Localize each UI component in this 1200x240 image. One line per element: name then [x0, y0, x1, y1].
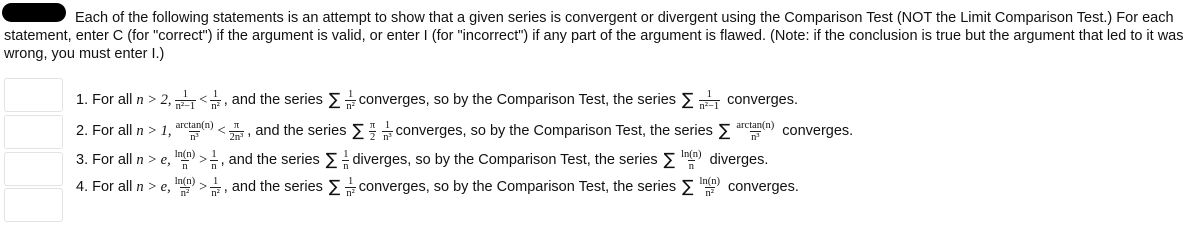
comparison-series-numerator: 1: [347, 88, 354, 100]
sigma-symbol: ∑: [718, 121, 731, 141]
comparison-series: [345, 89, 355, 112]
answer-input-3[interactable]: [4, 152, 63, 186]
lhs-fraction: [174, 176, 196, 199]
sigma-symbol: ∑: [682, 177, 694, 197]
rhs-fraction: [210, 89, 220, 112]
inequality-sign: <: [199, 91, 208, 108]
rhs-fraction: [229, 120, 245, 143]
rhs-fraction-numerator: 1: [212, 88, 219, 100]
comparison-series-denominator: n²: [346, 100, 355, 112]
statement-lead: For all: [92, 92, 133, 108]
target-series-numerator: arctan(n): [736, 119, 775, 131]
statement-2: [76, 116, 853, 146]
rhs-fraction-numerator: π: [233, 119, 240, 131]
statement-lead: For all: [92, 123, 133, 139]
lhs-fraction-denominator: n²−1: [175, 100, 196, 112]
condition: n > e,: [136, 151, 171, 168]
statement-lead: For all: [92, 152, 133, 168]
rhs-fraction-numerator: 1: [212, 175, 219, 187]
series-intro: , and the series: [223, 92, 323, 108]
comparison-series-numerator: 1: [343, 148, 349, 160]
comparison-result: diverges, so by the Comparison Test, the series: [352, 152, 658, 168]
statement-4: [76, 172, 799, 202]
series-intro: , and the series: [220, 152, 320, 168]
lhs-fraction-numerator: ln(n): [174, 148, 196, 160]
comparison-series-denominator: n²: [346, 187, 355, 199]
comparison-series-numerator: 1: [384, 119, 391, 131]
condition: n > 2,: [136, 91, 172, 108]
inequality-sign: >: [199, 178, 208, 195]
sigma-symbol: ∑: [352, 121, 364, 141]
statement-number: 2.: [76, 123, 89, 139]
comparison-series: [345, 176, 355, 199]
target-series: [680, 149, 702, 172]
answer-input-4[interactable]: [4, 188, 63, 222]
lhs-fraction-numerator: 1: [182, 88, 188, 100]
target-series-denominator: n³: [751, 131, 760, 143]
answer-input-1[interactable]: [4, 78, 63, 112]
sigma-symbol: ∑: [682, 90, 694, 110]
statement-number: 4.: [76, 179, 89, 195]
target-series-numerator: 1: [706, 88, 712, 100]
series-intro: , and the series: [247, 123, 347, 139]
series-coefficient-denominator: 2: [369, 131, 376, 143]
condition: n > 1,: [136, 122, 172, 139]
sigma-symbol: ∑: [328, 90, 341, 110]
inequality-sign: <: [217, 122, 226, 139]
sigma-symbol: ∑: [328, 177, 341, 197]
comparison-series-denominator: n³: [383, 131, 392, 143]
series-coefficient-numerator: π: [369, 119, 376, 131]
statement-1: [76, 85, 798, 115]
conclusion: converges.: [782, 123, 854, 139]
comparison-series-denominator: n: [343, 160, 349, 172]
conclusion: diverges.: [709, 152, 769, 168]
statement-number: 3.: [76, 152, 89, 168]
conclusion: converges.: [727, 92, 799, 108]
comparison-series: [382, 120, 392, 143]
rhs-fraction-denominator: n²: [211, 187, 220, 199]
target-series: [699, 176, 721, 199]
rhs-fraction-numerator: 1: [211, 148, 217, 160]
comparison-series: [342, 149, 349, 172]
statement-3: [76, 145, 768, 175]
target-series: [699, 89, 721, 112]
target-series-denominator: n: [688, 160, 694, 172]
comparison-series-numerator: 1: [347, 175, 354, 187]
lhs-fraction: [175, 89, 197, 112]
statement-lead: For all: [92, 179, 133, 195]
lhs-fraction-denominator: n³: [190, 131, 199, 143]
rhs-fraction-denominator: 2n³: [229, 131, 244, 143]
statement-number: 1.: [76, 92, 89, 108]
answer-input-2[interactable]: [4, 115, 63, 149]
instructions-text: Each of the following statements is an attempt to show that a given series is convergent or divergent using the Comparison Test (NOT the Limit Comparison Test.) For each statement, enter C (for "correct") if the argument is valid, or enter I (for "incorrect") if any part of the argument is flawed. (Note: if the conclusion is true but the argument that led to it was wrong, you must enter I.): [4, 10, 1184, 62]
lhs-fraction: [175, 120, 215, 143]
lhs-fraction-denominator: n²: [180, 187, 190, 199]
target-series-denominator: n²: [705, 187, 714, 199]
rhs-fraction-denominator: n: [211, 160, 217, 172]
series-intro: , and the series: [223, 179, 323, 195]
lhs-fraction: [174, 149, 196, 172]
lhs-fraction-denominator: n: [182, 160, 188, 172]
target-series: [735, 120, 775, 143]
target-series-numerator: ln(n): [681, 148, 702, 160]
series-coefficient: [369, 120, 376, 143]
conclusion: converges.: [727, 179, 799, 195]
sigma-symbol: ∑: [663, 150, 676, 170]
inequality-sign: >: [199, 151, 208, 168]
comparison-result: converges, so by the Comparison Test, the series: [358, 179, 677, 195]
rhs-fraction-denominator: n²: [211, 100, 220, 112]
lhs-fraction-numerator: arctan(n): [175, 119, 214, 131]
comparison-result: converges, so by the Comparison Test, the series: [395, 123, 713, 139]
sigma-symbol: ∑: [325, 150, 338, 170]
rhs-fraction: [210, 176, 220, 199]
comparison-result: converges, so by the Comparison Test, the series: [358, 92, 677, 108]
target-series-numerator: ln(n): [699, 175, 720, 187]
lhs-fraction-numerator: ln(n): [174, 175, 196, 187]
rhs-fraction: [210, 149, 217, 172]
target-series-denominator: n²−1: [699, 100, 720, 112]
condition: n > e,: [136, 178, 171, 195]
